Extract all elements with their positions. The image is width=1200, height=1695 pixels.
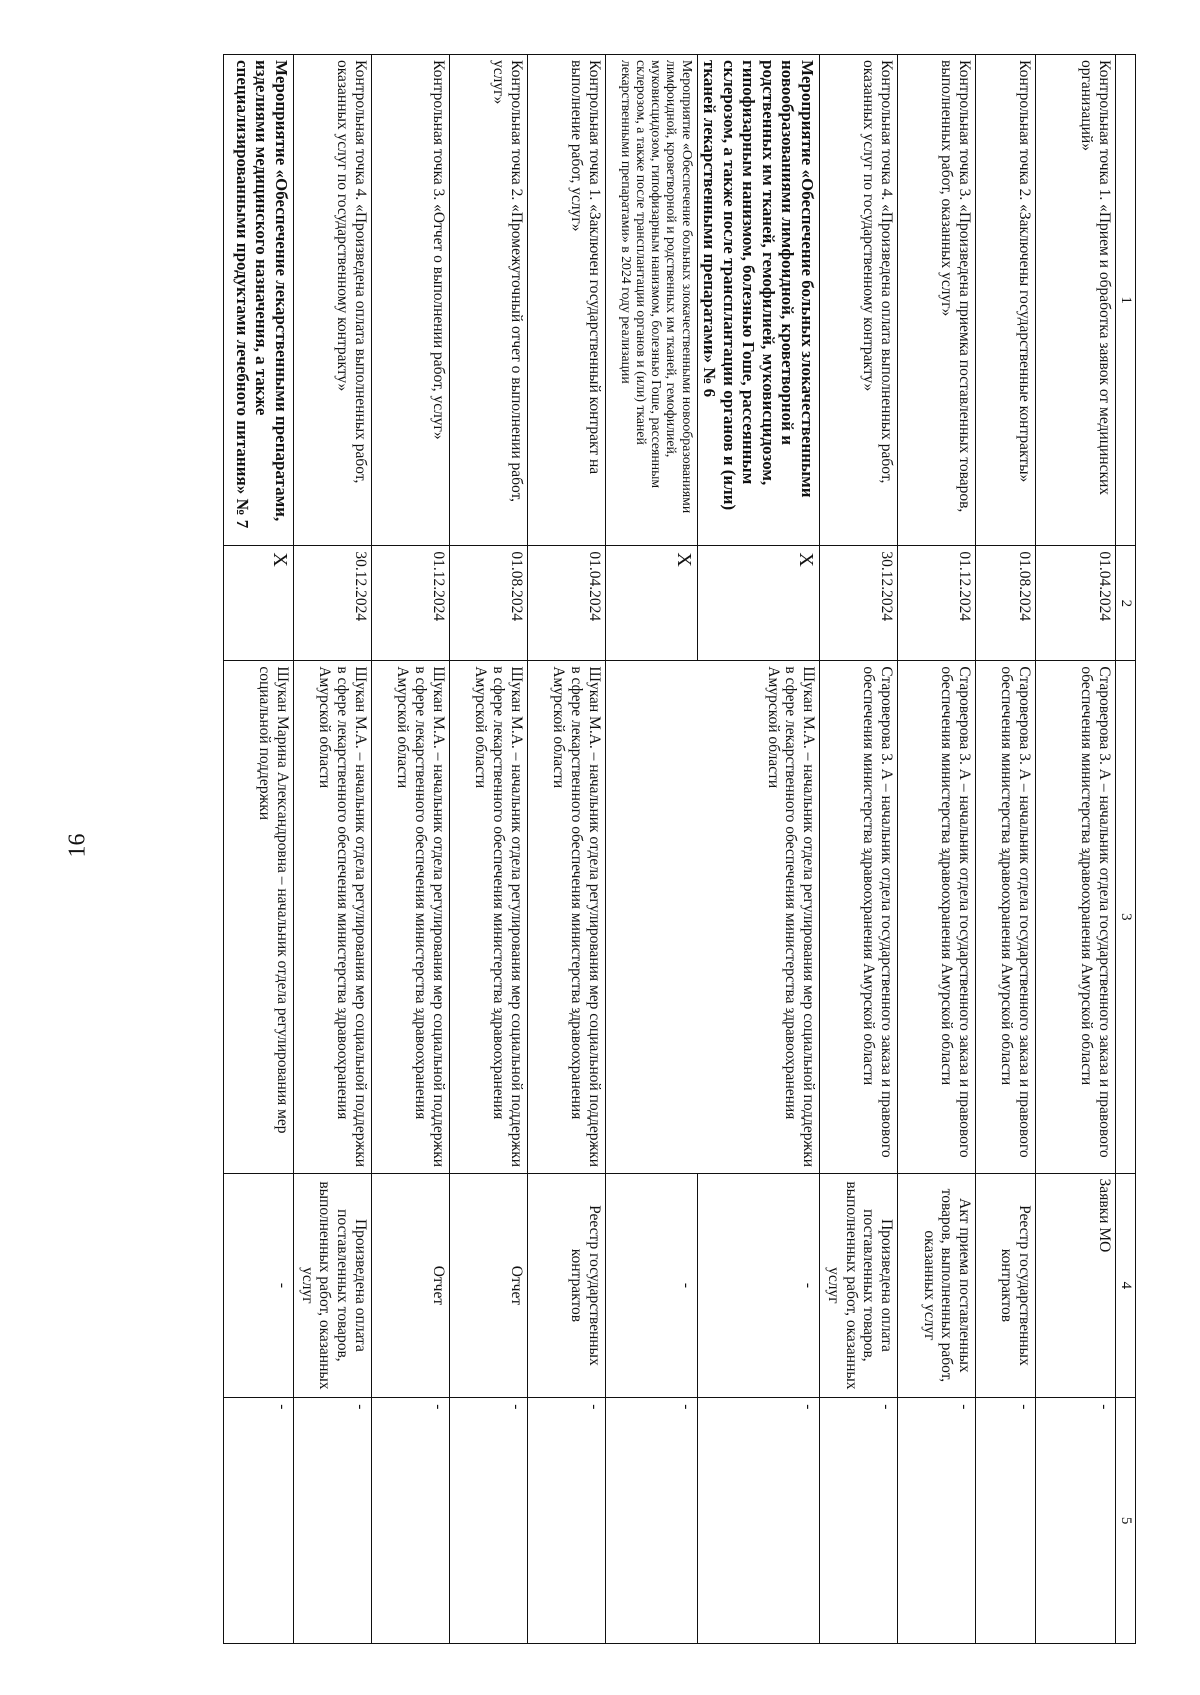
deadline: 01.04.2024 (527, 546, 605, 661)
table-row (819, 55, 897, 1644)
task-name: Контрольная точка 2. «Промежуточный отчет о выполнении работ, услуг» (449, 55, 527, 546)
result-document: Отчет (371, 1173, 449, 1398)
header-row (1115, 55, 1135, 1644)
result-document: Акт приема поставленных товаров, выполненных работ, оказанных услуг (897, 1173, 975, 1398)
column-5-value: - (819, 1398, 897, 1644)
result-document: Заявки МО (1035, 1173, 1115, 1398)
column-5-value: - (1035, 1398, 1115, 1644)
table-row (223, 55, 293, 1644)
column-header: 5 (1115, 1398, 1135, 1644)
table-row (1035, 55, 1115, 1644)
column-5-value: - (975, 1398, 1035, 1644)
result-document: Реестр государственных контрактов (975, 1173, 1035, 1398)
deadline: X (605, 546, 697, 661)
column-5-value: - (223, 1398, 293, 1644)
responsible: Шукан М.А. – начальник отдела регулирования мер социальной поддержки в сфере лекарственного обеспечения министерства здравоохранения Амурской области (527, 661, 605, 1173)
responsible: Шукан М.А. – начальник отдела регулирования мер социальной поддержки в сфере лекарственного обеспечения министерства здравоохранения Амурской области (293, 661, 371, 1173)
responsible: Староверова З. А – начальник отдела государственного заказа и правового обеспечения министерства здравоохранения Амурской области (975, 661, 1035, 1173)
deadline: 01.12.2024 (897, 546, 975, 661)
task-name: Контрольная точка 2. «Заключены государственные контракты» (975, 55, 1035, 546)
deadline: X (223, 546, 293, 661)
result-document: Произведена оплата поставленных товаров, выполненных работ, оказанных услуг (293, 1173, 371, 1398)
result-document: Отчет (449, 1173, 527, 1398)
deadline: 01.08.2024 (449, 546, 527, 661)
responsible: Староверова З. А – начальник отдела государственного заказа и правового обеспечения министерства здравоохранения Амурской области (819, 661, 897, 1173)
table-row (527, 55, 605, 1644)
column-5-value: - (371, 1398, 449, 1644)
rotated-table-container (176, 54, 1136, 1644)
page-number: 16 (64, 833, 91, 858)
column-header: 1 (1115, 55, 1135, 546)
activity-title: Мероприятие «Обеспечение лекарственными препаратами, изделиями медицинского назначения, а также специализированными продуктами лечебного питания» № 7 (223, 55, 293, 546)
deadline: 01.12.2024 (371, 546, 449, 661)
column-5-value: - (449, 1398, 527, 1644)
responsible: Староверова З. А – начальник отдела государственного заказа и правового обеспечения министерства здравоохранения Амурской области (1035, 661, 1115, 1173)
activity-title: Мероприятие «Обеспечение больных злокачественными новообразованиями лимфоидной, кроветворной и родственных им тканей, гемофилией, муковисцидозом, гипофизарным нанизмом, болезнью Гоше, рассеянным склерозом, а также после трансплантации органов и (или) тканей лекарственными препаратами» № 6 (697, 55, 819, 546)
responsible: Староверова З. А – начальник отдела государственного заказа и правового обеспечения министерства здравоохранения Амурской области (897, 661, 975, 1173)
result-document: - (223, 1173, 293, 1398)
deadline: X (697, 546, 819, 661)
responsible: Шукан М.А. – начальник отдела регулирования мер социальной поддержки в сфере лекарственного обеспечения министерства здравоохранения Амурской области (371, 661, 449, 1173)
column-5-value: - (293, 1398, 371, 1644)
responsible: Шукан Марина Александровна – начальник отдела регулирования мер социальной поддержки (223, 661, 293, 1173)
deadline: 01.04.2024 (1035, 546, 1115, 661)
activity-subtitle: Мероприятие «Обеспечение больных злокачественными новообразованиями лимфоидной, кроветворной и родственных им тканей, гемофилией, муковисцидозом, гипофизарным нанизмом, болезнью Гоше, рассеянным склерозом, а также после трансплантации органов и (или) тканей лекарственными препаратами» в 2024 году реализации (605, 55, 697, 546)
table-row (897, 55, 975, 1644)
column-5-value: - (605, 1398, 697, 1644)
table-row (293, 55, 371, 1644)
column-5-value: - (527, 1398, 605, 1644)
result-document: Произведена оплата поставленных товаров, выполненных работ, оказанных услуг (819, 1173, 897, 1398)
deadline: 01.08.2024 (975, 546, 1035, 661)
schedule-table (223, 54, 1136, 1644)
table-row (449, 55, 527, 1644)
table-row (975, 55, 1035, 1644)
result-document: - (697, 1173, 819, 1398)
result-document: Реестр государственных контрактов (527, 1173, 605, 1398)
responsible: Шукан М.А. – начальник отдела регулирования мер социальной поддержки в сфере лекарственного обеспечения министерства здравоохранения Амурской области (605, 661, 819, 1173)
table-row (697, 55, 819, 1644)
task-name: Контрольная точка 1. «Прием и обработка заявок от медицинских организаций» (1035, 55, 1115, 546)
column-5-value: - (897, 1398, 975, 1644)
table-row (371, 55, 449, 1644)
responsible: Шукан М.А. – начальник отдела регулирования мер социальной поддержки в сфере лекарственного обеспечения министерства здравоохранения Амурской области (449, 661, 527, 1173)
task-name: Контрольная точка 4. «Произведена оплата выполненных работ, оказанных услуг по государственному контракту» (293, 55, 371, 546)
task-name: Контрольная точка 4. «Произведена оплата выполненных работ, оказанных услуг по государственному контракту» (819, 55, 897, 546)
column-header: 3 (1115, 661, 1135, 1173)
column-5-value: - (697, 1398, 819, 1644)
deadline: 30.12.2024 (819, 546, 897, 661)
task-name: Контрольная точка 3. «Произведена приемка поставленных товаров, выполненных работ, оказанных услуг» (897, 55, 975, 546)
column-header: 4 (1115, 1173, 1135, 1398)
column-header: 2 (1115, 546, 1135, 661)
task-name: Контрольная точка 3. «Отчет о выполнении работ, услуг» (371, 55, 449, 546)
deadline: 30.12.2024 (293, 546, 371, 661)
result-document: - (605, 1173, 697, 1398)
task-name: Контрольная точка 1. «Заключен государственный контракт на выполнение работ, услуг» (527, 55, 605, 546)
